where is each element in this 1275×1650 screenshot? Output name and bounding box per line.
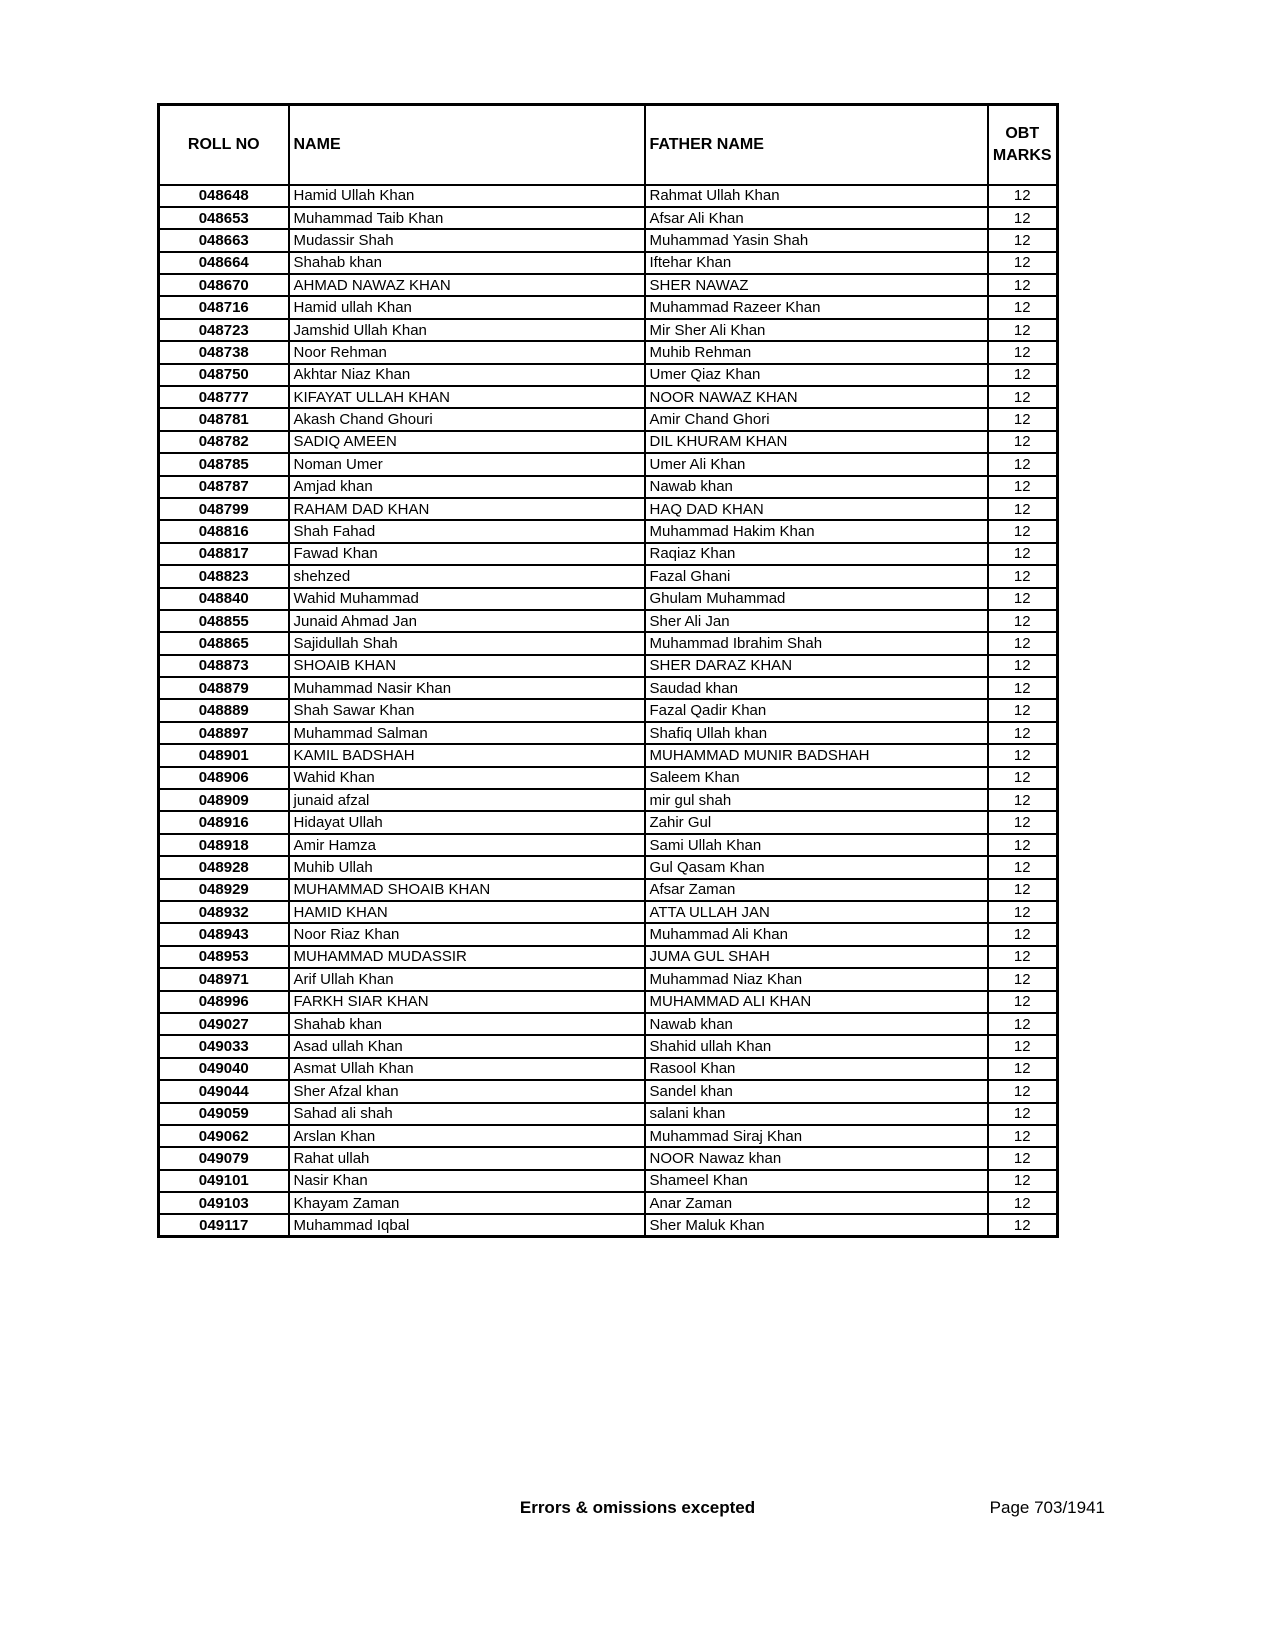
name-cell: Shahab khan xyxy=(289,1013,645,1035)
name-cell: Sher Afzal khan xyxy=(289,1080,645,1102)
father-name-cell: Muhammad Ali Khan xyxy=(645,923,988,945)
name-cell: KIFAYAT ULLAH KHAN xyxy=(289,386,645,408)
father-name-cell: Sher Maluk Khan xyxy=(645,1214,988,1236)
name-cell: Muhammad Iqbal xyxy=(289,1214,645,1236)
name-cell: Hidayat Ullah xyxy=(289,811,645,833)
father-name-cell: Zahir Gul xyxy=(645,811,988,833)
footer-note: Errors & omissions excepted xyxy=(519,1498,756,1517)
roll-no-cell: 048781 xyxy=(159,408,289,430)
obt-marks-cell: 12 xyxy=(988,610,1058,632)
obt-marks-cell: 12 xyxy=(988,722,1058,744)
name-cell: Muhammad Nasir Khan xyxy=(289,677,645,699)
name-cell: Arif Ullah Khan xyxy=(289,968,645,990)
table-row xyxy=(159,856,1058,878)
father-name-cell: salani khan xyxy=(645,1103,988,1125)
table-row xyxy=(159,364,1058,386)
table-header xyxy=(159,105,1058,185)
roll-no-cell: 048785 xyxy=(159,453,289,475)
table-row xyxy=(159,408,1058,430)
roll-no-cell: 049059 xyxy=(159,1103,289,1125)
table-row xyxy=(159,431,1058,453)
father-name-cell: MUHAMMAD ALI KHAN xyxy=(645,991,988,1013)
name-cell: Amir Hamza xyxy=(289,834,645,856)
name-cell: Nasir Khan xyxy=(289,1170,645,1192)
table-row xyxy=(159,476,1058,498)
name-cell: Akhtar Niaz Khan xyxy=(289,364,645,386)
roll-no-cell: 048777 xyxy=(159,386,289,408)
table-row xyxy=(159,543,1058,565)
roll-no-cell: 048873 xyxy=(159,655,289,677)
roll-no-cell: 048906 xyxy=(159,767,289,789)
table-row xyxy=(159,722,1058,744)
roll-no-cell: 049101 xyxy=(159,1170,289,1192)
obt-marks-cell: 12 xyxy=(988,834,1058,856)
table-row xyxy=(159,901,1058,923)
obt-marks-cell: 12 xyxy=(988,296,1058,318)
table-row xyxy=(159,185,1058,207)
obt-marks-cell: 12 xyxy=(988,1125,1058,1147)
roll-no-cell: 048909 xyxy=(159,789,289,811)
table-row xyxy=(159,1214,1058,1236)
roll-no-cell: 048716 xyxy=(159,296,289,318)
name-cell: Muhammad Taib Khan xyxy=(289,207,645,229)
table-row xyxy=(159,1103,1058,1125)
father-name-cell: SHER NAWAZ xyxy=(645,274,988,296)
roll-no-cell: 048928 xyxy=(159,856,289,878)
father-name-cell: Nawab khan xyxy=(645,476,988,498)
obt-marks-cell: 12 xyxy=(988,1214,1058,1236)
obt-marks-cell: 12 xyxy=(988,408,1058,430)
name-cell: KAMIL BADSHAH xyxy=(289,744,645,766)
table-row xyxy=(159,520,1058,542)
table-row xyxy=(159,946,1058,968)
father-name-cell: Muhammad Razeer Khan xyxy=(645,296,988,318)
table-row xyxy=(159,319,1058,341)
roll-no-cell: 049027 xyxy=(159,1013,289,1035)
obt-marks-cell: 12 xyxy=(988,923,1058,945)
roll-no-cell: 048799 xyxy=(159,498,289,520)
roll-no-cell: 048996 xyxy=(159,991,289,1013)
obt-marks-cell: 12 xyxy=(988,946,1058,968)
table-row xyxy=(159,252,1058,274)
obt-marks-cell: 12 xyxy=(988,901,1058,923)
roll-no-cell: 049062 xyxy=(159,1125,289,1147)
roll-no-cell: 049044 xyxy=(159,1080,289,1102)
roll-no-cell: 049103 xyxy=(159,1192,289,1214)
father-name-cell: DIL KHURAM KHAN xyxy=(645,431,988,453)
name-cell: Hamid ullah Khan xyxy=(289,296,645,318)
name-cell: FARKH SIAR KHAN xyxy=(289,991,645,1013)
table-row xyxy=(159,296,1058,318)
name-cell: Junaid Ahmad Jan xyxy=(289,610,645,632)
table-row xyxy=(159,274,1058,296)
father-name-cell: Umer Qiaz Khan xyxy=(645,364,988,386)
father-name-cell: Anar Zaman xyxy=(645,1192,988,1214)
father-name-cell: Amir Chand Ghori xyxy=(645,408,988,430)
obt-marks-cell: 12 xyxy=(988,1013,1058,1035)
roll-no-cell: 048787 xyxy=(159,476,289,498)
obt-marks-cell: 12 xyxy=(988,856,1058,878)
name-cell: Noor Rehman xyxy=(289,341,645,363)
table-row xyxy=(159,610,1058,632)
obt-marks-cell: 12 xyxy=(988,968,1058,990)
obt-marks-cell: 12 xyxy=(988,1103,1058,1125)
table-row xyxy=(159,386,1058,408)
father-name-cell: Muhammad Siraj Khan xyxy=(645,1125,988,1147)
name-cell: Asmat Ullah Khan xyxy=(289,1058,645,1080)
roll-no-cell: 048663 xyxy=(159,229,289,251)
name-cell: Fawad Khan xyxy=(289,543,645,565)
header-name: NAME xyxy=(289,105,645,185)
table-row xyxy=(159,453,1058,475)
roll-no-cell: 048916 xyxy=(159,811,289,833)
father-name-cell: HAQ DAD KHAN xyxy=(645,498,988,520)
roll-no-cell: 048840 xyxy=(159,588,289,610)
roll-no-cell: 048823 xyxy=(159,565,289,587)
father-name-cell: Rahmat Ullah Khan xyxy=(645,185,988,207)
father-name-cell: Mir Sher Ali Khan xyxy=(645,319,988,341)
footer-page-number: Page 703/1941 xyxy=(989,1498,1105,1517)
roll-no-cell: 048889 xyxy=(159,699,289,721)
obt-marks-cell: 12 xyxy=(988,1058,1058,1080)
father-name-cell: Sher Ali Jan xyxy=(645,610,988,632)
table-row xyxy=(159,789,1058,811)
name-cell: Muhib Ullah xyxy=(289,856,645,878)
name-cell: MUHAMMAD MUDASSIR xyxy=(289,946,645,968)
obt-marks-cell: 12 xyxy=(988,274,1058,296)
table-row xyxy=(159,1125,1058,1147)
roll-no-cell: 049040 xyxy=(159,1058,289,1080)
roll-no-cell: 048816 xyxy=(159,520,289,542)
table-row xyxy=(159,1013,1058,1035)
obt-marks-cell: 12 xyxy=(988,476,1058,498)
roll-no-cell: 048953 xyxy=(159,946,289,968)
roll-no-cell: 049079 xyxy=(159,1147,289,1169)
obt-marks-cell: 12 xyxy=(988,185,1058,207)
obt-marks-cell: 12 xyxy=(988,364,1058,386)
obt-marks-cell: 12 xyxy=(988,431,1058,453)
father-name-cell: Gul Qasam Khan xyxy=(645,856,988,878)
father-name-cell: Saleem Khan xyxy=(645,767,988,789)
header-obt-marks: OBT MARKS xyxy=(988,105,1058,185)
name-cell: SHOAIB KHAN xyxy=(289,655,645,677)
table-row xyxy=(159,588,1058,610)
father-name-cell: ATTA ULLAH JAN xyxy=(645,901,988,923)
results-table xyxy=(157,103,1059,1238)
roll-no-cell: 048782 xyxy=(159,431,289,453)
name-cell: Shah Sawar Khan xyxy=(289,699,645,721)
father-name-cell: Sandel khan xyxy=(645,1080,988,1102)
header-father-name: FATHER NAME xyxy=(645,105,988,185)
roll-no-cell: 048901 xyxy=(159,744,289,766)
table-row xyxy=(159,923,1058,945)
name-cell: Amjad khan xyxy=(289,476,645,498)
father-name-cell: Umer Ali Khan xyxy=(645,453,988,475)
table-row xyxy=(159,565,1058,587)
obt-marks-cell: 12 xyxy=(988,386,1058,408)
name-cell: Mudassir Shah xyxy=(289,229,645,251)
roll-no-cell: 048897 xyxy=(159,722,289,744)
table-row xyxy=(159,991,1058,1013)
father-name-cell: Fazal Ghani xyxy=(645,565,988,587)
name-cell: Asad ullah Khan xyxy=(289,1035,645,1057)
roll-no-cell: 048723 xyxy=(159,319,289,341)
roll-no-cell: 049033 xyxy=(159,1035,289,1057)
table-row xyxy=(159,1035,1058,1057)
roll-no-cell: 048750 xyxy=(159,364,289,386)
table-row xyxy=(159,207,1058,229)
obt-marks-cell: 12 xyxy=(988,677,1058,699)
table-header-row xyxy=(159,105,1058,185)
name-cell: Shahab khan xyxy=(289,252,645,274)
table-row xyxy=(159,341,1058,363)
father-name-cell: Shahid ullah Khan xyxy=(645,1035,988,1057)
table-row xyxy=(159,1147,1058,1169)
obt-marks-cell: 12 xyxy=(988,453,1058,475)
father-name-cell: Raqiaz Khan xyxy=(645,543,988,565)
father-name-cell: Muhib Rehman xyxy=(645,341,988,363)
table-row xyxy=(159,1170,1058,1192)
father-name-cell: Iftehar Khan xyxy=(645,252,988,274)
name-cell: Khayam Zaman xyxy=(289,1192,645,1214)
page-footer xyxy=(0,1498,1275,1522)
father-name-cell: Ghulam Muhammad xyxy=(645,588,988,610)
name-cell: Muhammad Salman xyxy=(289,722,645,744)
obt-marks-cell: 12 xyxy=(988,229,1058,251)
obt-marks-cell: 12 xyxy=(988,632,1058,654)
name-cell: junaid afzal xyxy=(289,789,645,811)
obt-marks-cell: 12 xyxy=(988,655,1058,677)
father-name-cell: JUMA GUL SHAH xyxy=(645,946,988,968)
name-cell: Noman Umer xyxy=(289,453,645,475)
name-cell: Rahat ullah xyxy=(289,1147,645,1169)
name-cell: HAMID KHAN xyxy=(289,901,645,923)
name-cell: Akash Chand Ghouri xyxy=(289,408,645,430)
roll-no-cell: 048653 xyxy=(159,207,289,229)
father-name-cell: Muhammad Niaz Khan xyxy=(645,968,988,990)
name-cell: AHMAD NAWAZ KHAN xyxy=(289,274,645,296)
table-row xyxy=(159,699,1058,721)
obt-marks-cell: 12 xyxy=(988,1147,1058,1169)
table-row xyxy=(159,879,1058,901)
father-name-cell: Muhammad Yasin Shah xyxy=(645,229,988,251)
obt-marks-cell: 12 xyxy=(988,1035,1058,1057)
obt-marks-cell: 12 xyxy=(988,319,1058,341)
father-name-cell: Saudad khan xyxy=(645,677,988,699)
obt-marks-cell: 12 xyxy=(988,811,1058,833)
name-cell: Shah Fahad xyxy=(289,520,645,542)
obt-marks-cell: 12 xyxy=(988,699,1058,721)
name-cell: RAHAM DAD KHAN xyxy=(289,498,645,520)
roll-no-cell: 048918 xyxy=(159,834,289,856)
table-row xyxy=(159,229,1058,251)
roll-no-cell: 048648 xyxy=(159,185,289,207)
name-cell: Wahid Khan xyxy=(289,767,645,789)
roll-no-cell: 048971 xyxy=(159,968,289,990)
father-name-cell: NOOR NAWAZ KHAN xyxy=(645,386,988,408)
obt-marks-cell: 12 xyxy=(988,252,1058,274)
name-cell: Arslan Khan xyxy=(289,1125,645,1147)
roll-no-cell: 048865 xyxy=(159,632,289,654)
father-name-cell: Sami Ullah Khan xyxy=(645,834,988,856)
name-cell: shehzed xyxy=(289,565,645,587)
name-cell: Sahad ali shah xyxy=(289,1103,645,1125)
roll-no-cell: 049117 xyxy=(159,1214,289,1236)
father-name-cell: Shameel Khan xyxy=(645,1170,988,1192)
obt-marks-cell: 12 xyxy=(988,341,1058,363)
name-cell: Sajidullah Shah xyxy=(289,632,645,654)
table-row xyxy=(159,968,1058,990)
obt-marks-cell: 12 xyxy=(988,879,1058,901)
roll-no-cell: 048855 xyxy=(159,610,289,632)
roll-no-cell: 048738 xyxy=(159,341,289,363)
table-row xyxy=(159,767,1058,789)
table-body xyxy=(159,185,1058,1237)
father-name-cell: Rasool Khan xyxy=(645,1058,988,1080)
roll-no-cell: 048929 xyxy=(159,879,289,901)
obt-marks-cell: 12 xyxy=(988,1170,1058,1192)
father-name-cell: Afsar Zaman xyxy=(645,879,988,901)
father-name-cell: Afsar Ali Khan xyxy=(645,207,988,229)
obt-marks-cell: 12 xyxy=(988,767,1058,789)
name-cell: Jamshid Ullah Khan xyxy=(289,319,645,341)
obt-marks-cell: 12 xyxy=(988,207,1058,229)
roll-no-cell: 048817 xyxy=(159,543,289,565)
table-row xyxy=(159,655,1058,677)
father-name-cell: Fazal Qadir Khan xyxy=(645,699,988,721)
obt-marks-cell: 12 xyxy=(988,543,1058,565)
father-name-cell: mir gul shah xyxy=(645,789,988,811)
obt-marks-cell: 12 xyxy=(988,565,1058,587)
father-name-cell: Muhammad Hakim Khan xyxy=(645,520,988,542)
obt-marks-cell: 12 xyxy=(988,744,1058,766)
table-row xyxy=(159,1058,1058,1080)
roll-no-cell: 048932 xyxy=(159,901,289,923)
table-row xyxy=(159,1192,1058,1214)
father-name-cell: NOOR Nawaz khan xyxy=(645,1147,988,1169)
roll-no-cell: 048879 xyxy=(159,677,289,699)
obt-marks-cell: 12 xyxy=(988,1080,1058,1102)
table-row xyxy=(159,632,1058,654)
table-row xyxy=(159,811,1058,833)
father-name-cell: SHER DARAZ KHAN xyxy=(645,655,988,677)
obt-marks-cell: 12 xyxy=(988,789,1058,811)
father-name-cell: MUHAMMAD MUNIR BADSHAH xyxy=(645,744,988,766)
obt-marks-cell: 12 xyxy=(988,520,1058,542)
roll-no-cell: 048664 xyxy=(159,252,289,274)
father-name-cell: Shafiq Ullah khan xyxy=(645,722,988,744)
name-cell: SADIQ AMEEN xyxy=(289,431,645,453)
father-name-cell: Nawab khan xyxy=(645,1013,988,1035)
obt-marks-cell: 12 xyxy=(988,1192,1058,1214)
obt-marks-cell: 12 xyxy=(988,991,1058,1013)
table-row xyxy=(159,1080,1058,1102)
name-cell: Hamid Ullah Khan xyxy=(289,185,645,207)
table-row xyxy=(159,834,1058,856)
name-cell: MUHAMMAD SHOAIB KHAN xyxy=(289,879,645,901)
obt-marks-cell: 12 xyxy=(988,498,1058,520)
table-row xyxy=(159,677,1058,699)
header-roll-no: ROLL NO xyxy=(159,105,289,185)
name-cell: Wahid Muhammad xyxy=(289,588,645,610)
table-row xyxy=(159,744,1058,766)
name-cell: Noor Riaz Khan xyxy=(289,923,645,945)
roll-no-cell: 048943 xyxy=(159,923,289,945)
roll-no-cell: 048670 xyxy=(159,274,289,296)
father-name-cell: Muhammad Ibrahim Shah xyxy=(645,632,988,654)
obt-marks-cell: 12 xyxy=(988,588,1058,610)
table-row xyxy=(159,498,1058,520)
